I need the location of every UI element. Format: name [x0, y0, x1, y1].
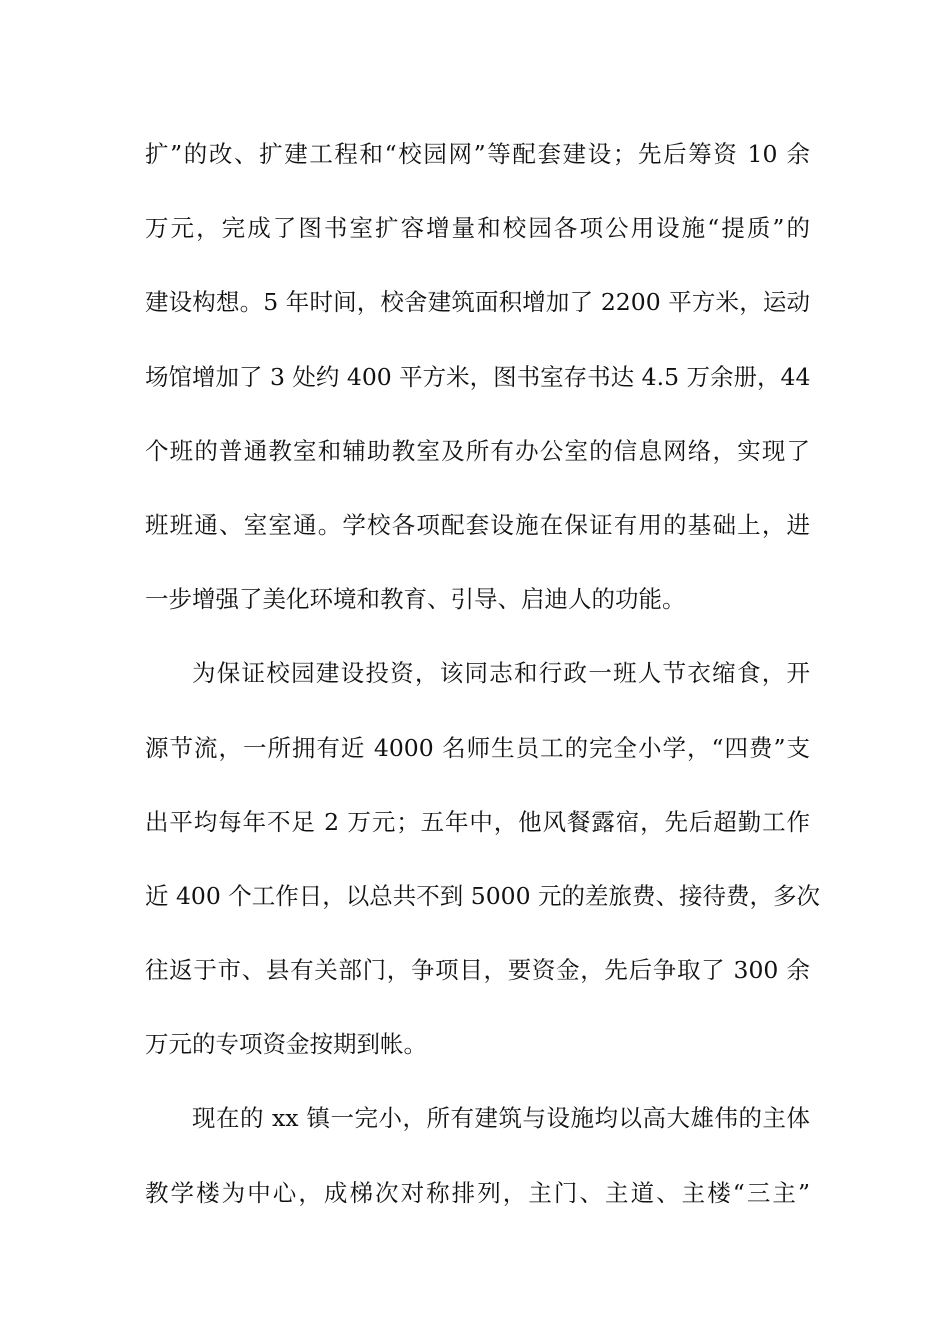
text-line: 现在的 xx 镇一完小，所有建筑与设施均以高大雄伟的主体: [192, 1104, 810, 1133]
text-line: 个班的普通教室和辅助教室及所有办公室的信息网络，实现了: [145, 436, 810, 465]
text-line: 扩”的改、扩建工程和“校园网”等配套建设；先后筹资 10 余: [145, 140, 810, 168]
text-line: 为保证校园建设投资，该同志和行政一班人节衣缩食，开: [192, 659, 810, 688]
text-line: 近 400 个工作日，以总共不到 5000 元的差旅费、接待费，多次: [145, 881, 821, 910]
document-body: [145, 128, 821, 1241]
text-line: 出平均每年不足 2 万元；五年中，他风餐露宿，先后超勤工作: [145, 807, 810, 836]
text-line: 建设构想。5 年时间，校舍建筑面积增加了 2200 平方米，运动: [145, 288, 810, 317]
text-line: 源节流，一所拥有近 4000 名师生员工的完全小学，“四费”支: [145, 733, 810, 762]
text-line: 班班通、室室通。学校各项配套设施在保证有用的基础上，进: [145, 510, 810, 539]
text-line: 一步增强了美化环境和教育、引导、启迪人的功能。: [145, 585, 686, 614]
text-line: 场馆增加了 3 处约 400 平方米，图书室存书达 4.5 万余册，44: [145, 362, 811, 391]
text-line: 万元的专项资金按期到帐。: [145, 1030, 427, 1059]
text-line: 万元，完成了图书室扩容增量和校园各项公用设施“提质”的: [145, 214, 810, 243]
text-line: 教学楼为中心，成梯次对称排列，主门、主道、主楼“三主”: [145, 1178, 810, 1207]
text-line: 往返于市、县有关部门，争项目，要资金，先后争取了 300 余: [145, 956, 810, 985]
